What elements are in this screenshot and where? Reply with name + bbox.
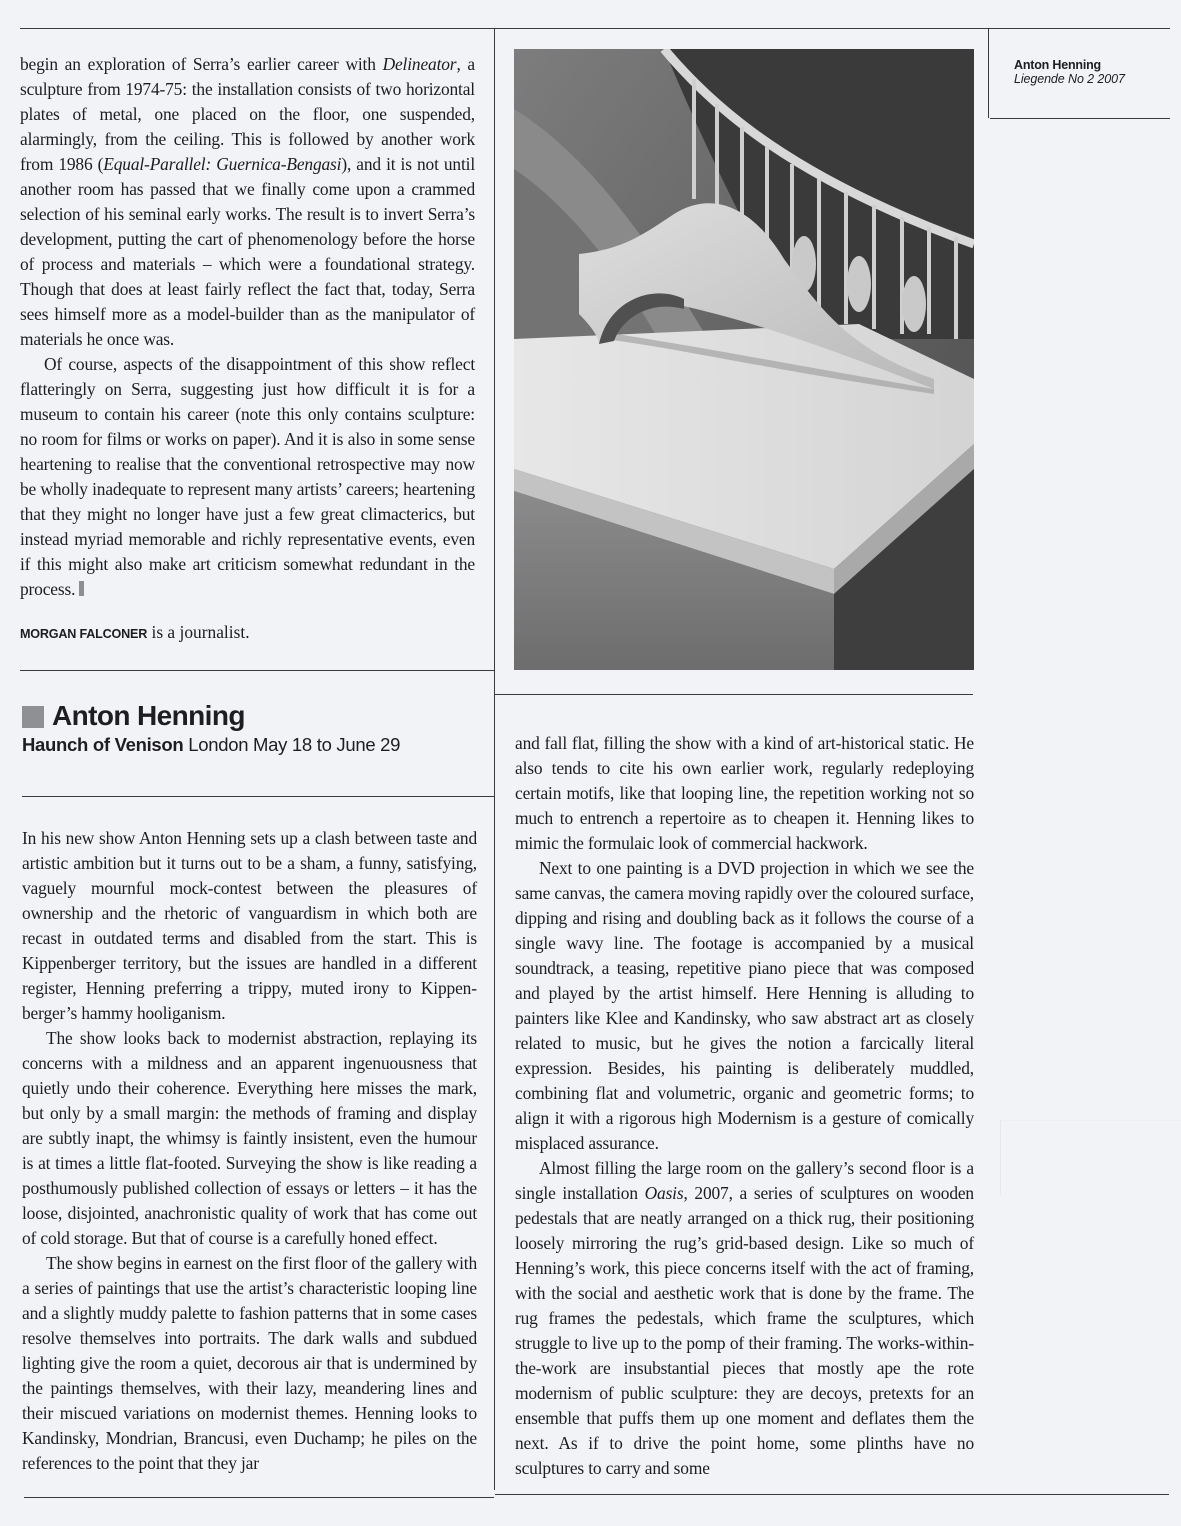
sculpture-photo-illustration: [514, 49, 974, 670]
italic-title: Equal-Parallel: Guernica-Bengasi: [103, 154, 342, 174]
paragraph: [515, 1156, 974, 1481]
column-divider-right: [988, 28, 989, 118]
photo-caption: [1014, 58, 1125, 86]
italic-title: Delineator: [382, 54, 457, 74]
review-venue-line: [22, 734, 400, 756]
section-head-bottom-rule: [22, 796, 494, 797]
bottom-rule-left: [24, 1497, 494, 1498]
text-run: ), and it is not until another room has passed that we finally come upon a crammed selection of his seminal early works. The result is to invert Serra’s development, putting the cart of phenomenology before the horse of process and materials – which were a foundational strategy. Though that does at least fairly reflect the fact that, today, Serra sees himself more as a model-builder than as the manipulator of materials he once was.: [20, 154, 475, 349]
review-venue: Haunch of Venison: [22, 734, 184, 755]
review-heading: [22, 700, 400, 756]
review-text-left-column: [22, 826, 477, 1476]
paragraph: [515, 731, 974, 856]
text-run: , 2007, a series of sculptures on wooden pedestals that are neatly arranged on a thick rug, their positioning loosely mirroring the rug’s grid-based design. Like so much of Henning’s work, this piece concerns itself with the act of framing, with the social and aesthetic work that is done by the frame. The rug frames the pedestals, which frame the sculptures, which struggle to live up to the pomp of their framing. The works-within-the-work are insubstantial pieces that mostly ape the rote modernism of public sculpture: they are decoys, pretexts for an ensemble that puffs them up one moment and deflates them the next. As if to drive the point home, some plinths have no sculptures to carry and some: [515, 1183, 974, 1478]
review-location-dates: London May 18 to June 29: [183, 734, 401, 755]
paragraph: [22, 826, 477, 1026]
text-run: , a sculpture from 1974-75: the installation consists of two horizontal plates of metal, one placed on the floor, one suspended, alarmingly, from the ceiling. This is followed by another work from 1986 (: [20, 54, 475, 174]
bottom-rule-right: [495, 1494, 1169, 1495]
section-top-rule: [20, 670, 494, 671]
paragraph: [515, 856, 974, 1156]
text-run: begin an exploration of Serra’s earlier career with: [20, 54, 383, 74]
text-run: The show looks back to modernist abstraction, replaying its concerns with a mildness and an apparent ingenuousness that quietly undo their coherence. Everything here misses the mark, but only by a small margin: the methods of framing and display are subtly inapt, the whimsy is faintly insistent, even the humour is at times a little flat-footed. Surveying the show is like reading a posthumously published collection of essays or letters – it has the loose, disjointed, anachronistic quality of work that has come out of cold storage. But that of course is a carefully honed effect.: [22, 1028, 477, 1248]
caption-bottom-rule: [990, 118, 1170, 119]
bleed-through-ghost: [1000, 1120, 1181, 1195]
review-text-right-column: [515, 731, 974, 1481]
paragraph: [22, 1026, 477, 1251]
text-run: In his new show Anton Henning sets up a clash between taste and artistic ambition but it turns out to be a sham, a funny, satisfying, vaguely mournful mock-contest between the pleasures of ownership and the rhetoric of vanguardism in which both are recast in outdated terms and disabled from the start. This is Kippenberger territory, but the issues are handled in a different register, Henning preferring a trippy, muted irony to Kippenberger’s hammy hooliganism.: [22, 828, 477, 1023]
text-run: and fall flat, filling the show with a kind of art-historical static. He also tends to cite his own earlier work, regularly redeploying certain motifs, like that looping line, the repetition working not so much to entrench a repertoire as to cheapen it. Henning likes to mimic the formulaic look of commercial hackwork.: [515, 733, 974, 853]
review-title: Anton Henning: [52, 700, 245, 731]
text-run: The show begins in earnest on the first floor of the gallery with a series of paintings that use the artist’s characteristic looping line and a slightly muddy palette to fashion patterns that in some cases resolve themselves into portraits. The dark walls and subdued lighting give the room a quiet, decorous air that is undermined by the paintings themselves, with their lazy, meandering lines and their miscued variations on modernist themes. Henning looks to Kandinsky, Mondrian, Brancusi, even Duchamp; he piles on the references to the point that they jar: [22, 1253, 477, 1473]
previous-article-text: [20, 52, 475, 602]
top-rule: [20, 28, 1170, 29]
paragraph: [22, 1251, 477, 1476]
caption-artist: Anton Henning: [1014, 58, 1101, 72]
caption-work-title: Liegende No 2 2007: [1014, 72, 1125, 86]
column-divider-left: [494, 28, 495, 1490]
photo-bottom-rule: [495, 694, 973, 695]
author-credit: [20, 622, 250, 643]
text-run: Next to one painting is a DVD projection in which we see the same canvas, the camera moving rapidly over the coloured surface, dipping and rising and doubling back as it follows the course of a single wavy line. The footage is accompanied by a musical soundtrack, a teasing, repetitive piano piece that was composed and played by the artist himself. Here Henning is alluding to painters like Klee and Kandinsky, who saw abstract art as closely related to music, but he gives the notion a farcically literal expression. Besides, his painting is deliberately muddled, combining flat and volumetric, organic and geometric forms; to align it with a rigorous high Modernism is a gesture of comically misplaced assurance.: [515, 858, 974, 1153]
author-name: MORGAN FALCONER: [20, 627, 148, 641]
italic-title: Oasis: [644, 1183, 684, 1203]
end-of-article-mark-icon: [79, 581, 84, 596]
paragraph: [20, 52, 475, 352]
text-run: Almost filling the large room on the gallery’s second floor is a single installation: [515, 1158, 974, 1203]
author-bio: is a journalist.: [147, 622, 250, 642]
text-run: Of course, aspects of the disappointment of this show reflect flatteringly on Serra, suggesting just how difficult it is for a museum to contain his career (note this only contains sculpture: no room for films or works on paper). And it is also in some sense heartening to realise that the conventional retrospective may now be wholly inadequate to represent many artists’ careers; heartening that they might no longer have just a few great climacterics, but instead myriad memorable and richly representative events, even if this might also make art criticism somewhat redundant in the process.: [20, 354, 475, 599]
paragraph: [20, 352, 475, 602]
section-marker-square-icon: [22, 706, 44, 728]
sculpture-photo: [514, 49, 974, 670]
